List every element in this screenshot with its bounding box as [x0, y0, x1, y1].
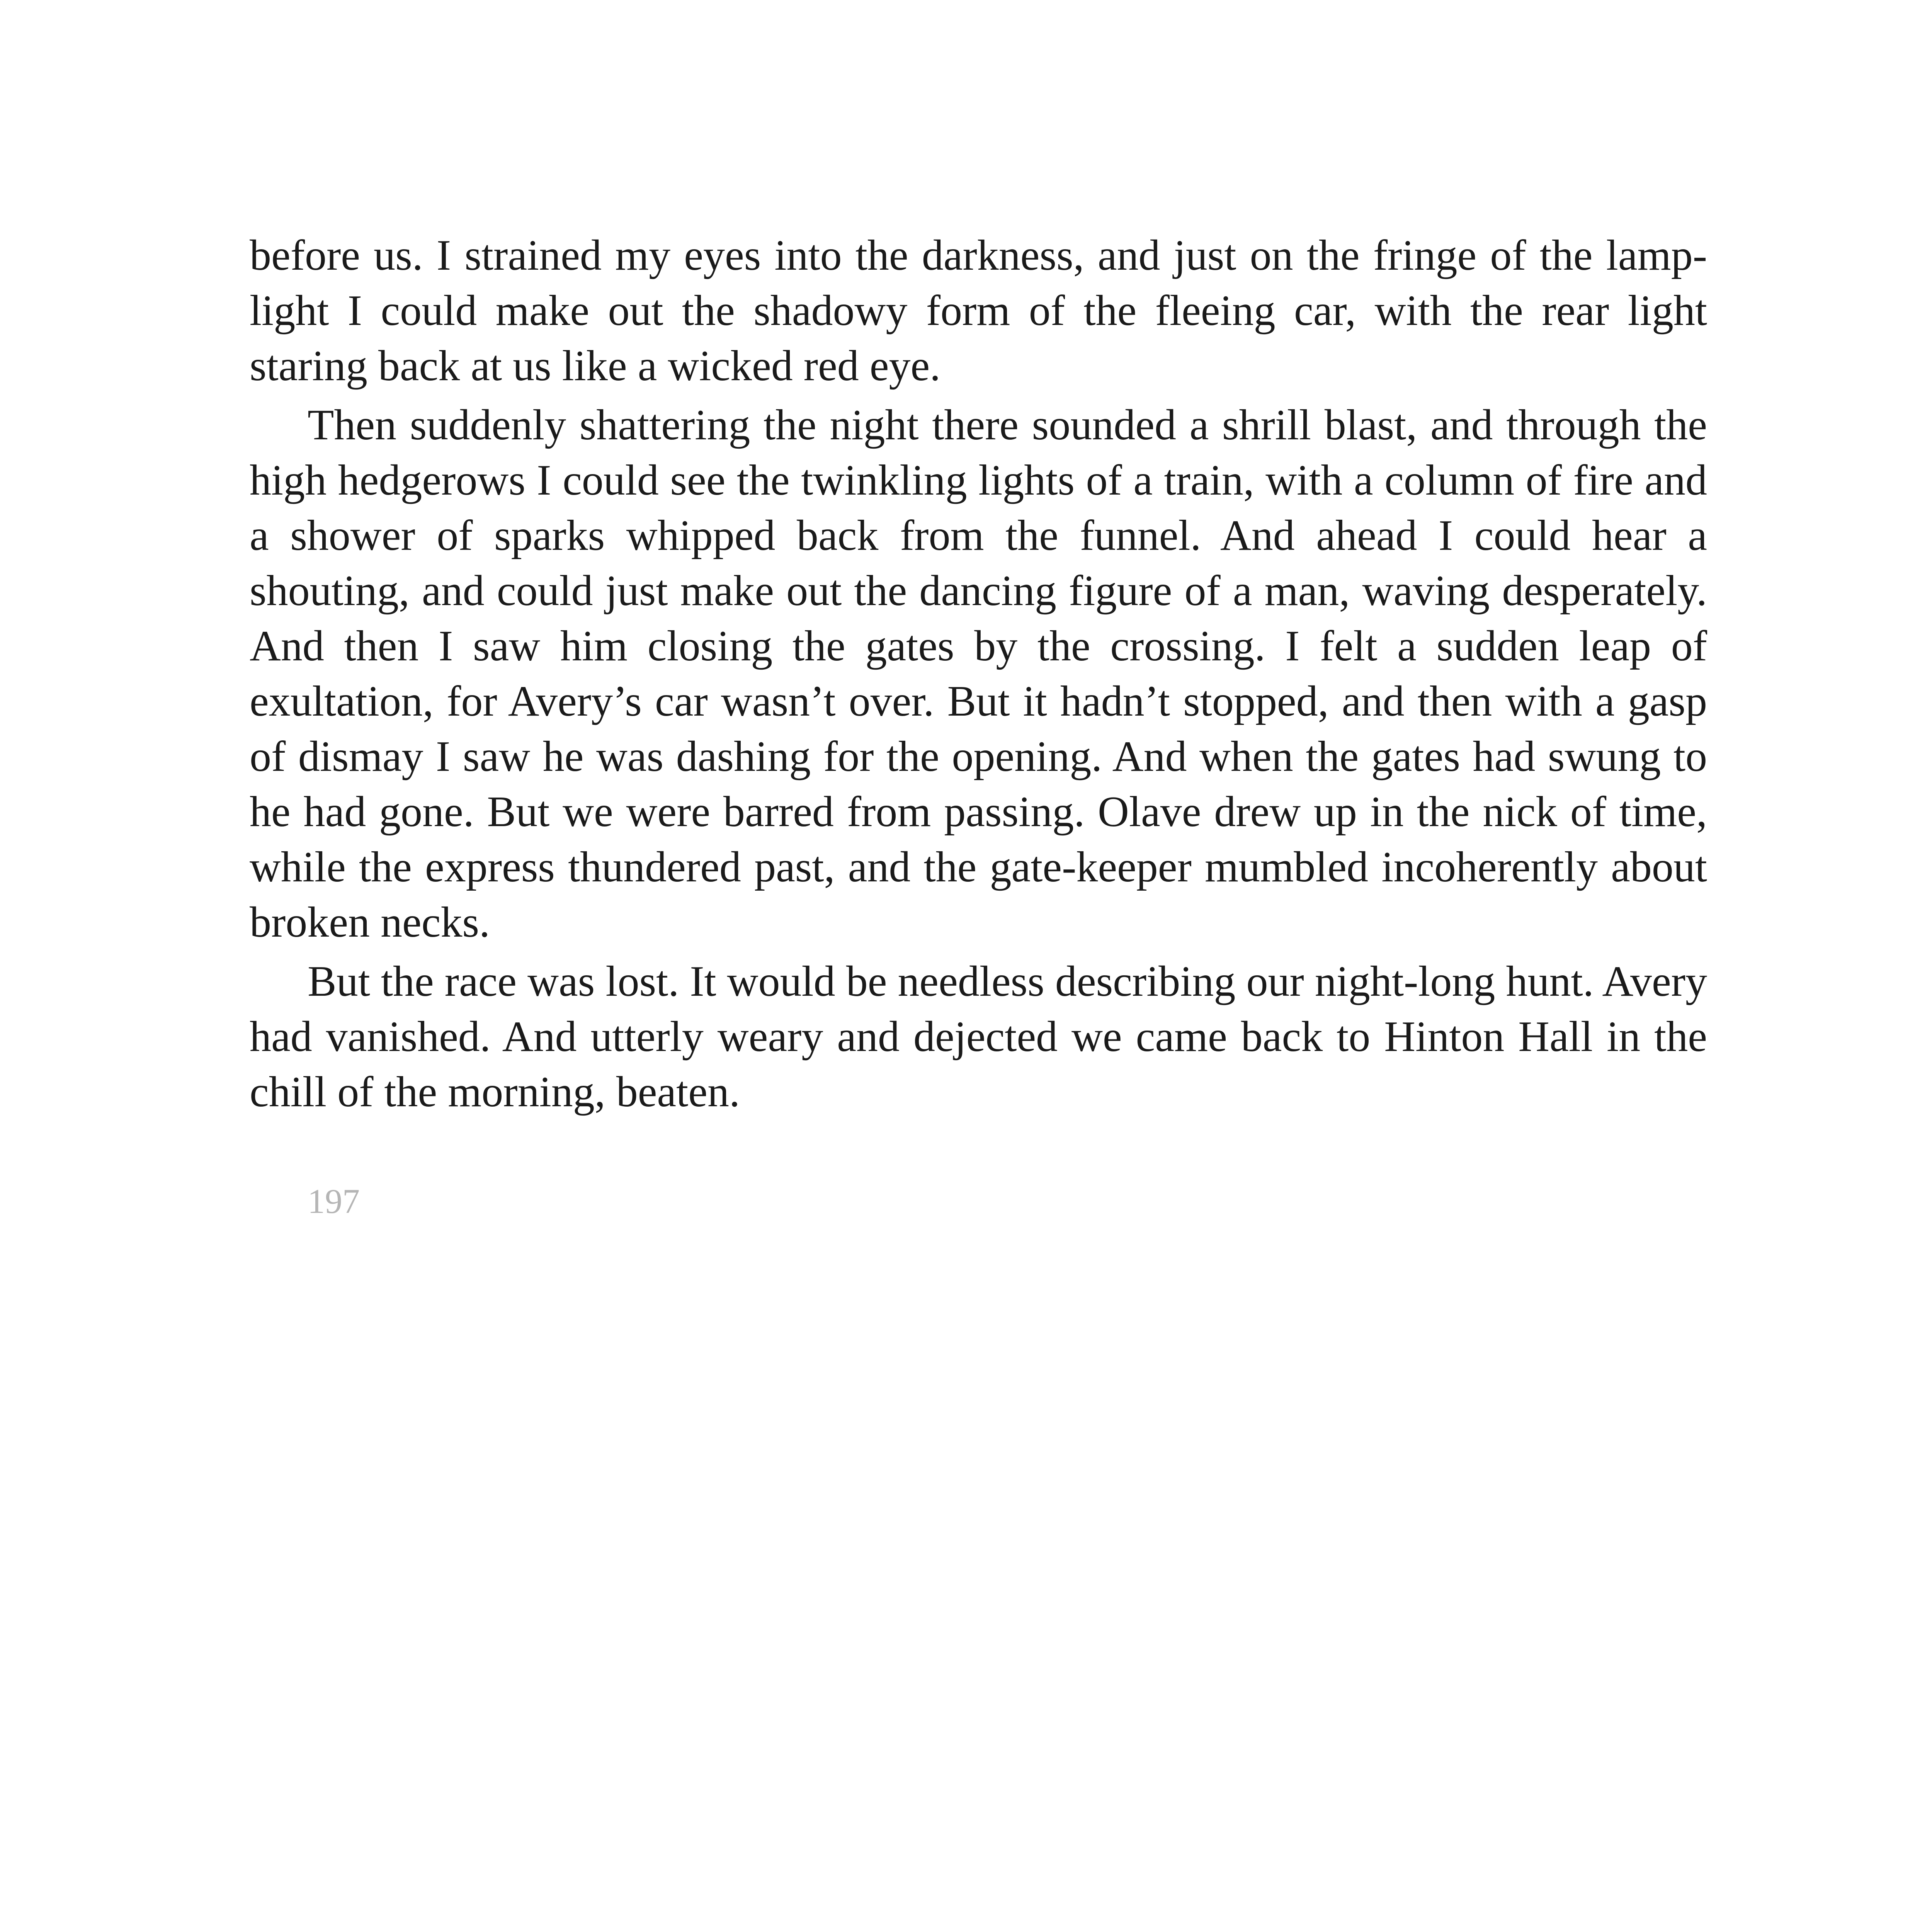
paragraph-1: before us. I strained my eyes into the darkness, and just on the fringe of the lamp-light I could make out the shadowy form of the fleeing car, with the rear light staring back at us like a wicked red eye.	[250, 231, 1707, 390]
paragraph-2: Then suddenly shattering the night there sounded a shrill blast, and through the high hedgerows I could see the twinkling lights of a train, with a column of fire and a shower of sparks whipped back from the funnel. And ahead I could hear a shouting, and could just make out the dancing figure of a man, waving desperately. And then I saw him closing the gates by the crossing. I felt a sudden leap of exultation, for Avery’s car wasn’t over. But it hadn’t stopped, and then with a gasp of dismay I saw he was dashing for the opening. And when the gates had swung to he had gone. But we were barred from passing. Olave drew up in the nick of time, while the express thundered past, and the gate-keeper mumbled incoherently about broken necks.	[250, 401, 1707, 946]
paragraph-3: But the race was lost. It would be needless describing our night-long hunt. Avery had vanished. And utterly weary and dejected we came back to Hinton Hall in the chill of the morning, beaten.	[250, 957, 1707, 1116]
body-text	[250, 228, 1707, 1124]
page-number: 197	[308, 1182, 360, 1221]
